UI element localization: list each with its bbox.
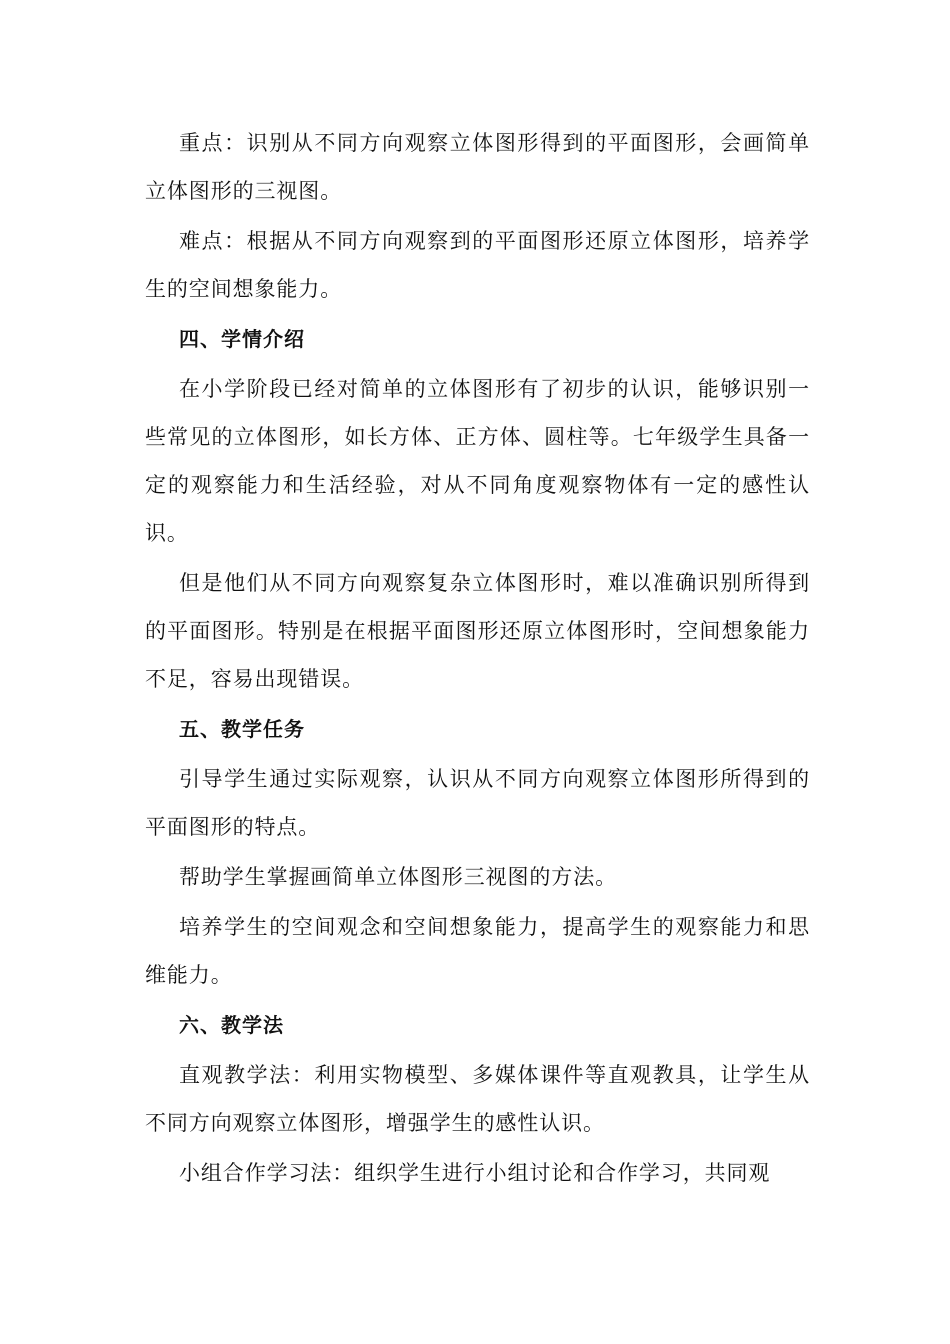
document-body: [145, 119, 810, 1199]
student-situation-paragraph-2: 但是他们从不同方向观察复杂立体图形时，难以准确识别所得到的平面图形。特别是在根据平面图形还原立体图形时，空间想象能力不足，容易出现错误。: [145, 571, 810, 691]
teaching-task-paragraph-1: 引导学生通过实际观察，认识从不同方向观察立体图形所得到的平面图形的特点。: [145, 767, 810, 839]
section-heading-teaching-methods: 六、教学法: [179, 1013, 284, 1037]
key-point-paragraph: 重点：识别从不同方向观察立体图形得到的平面图形，会画简单立体图形的三视图。: [145, 131, 810, 203]
difficulty-paragraph: 难点：根据从不同方向观察到的平面图形还原立体图形，培养学生的空间想象能力。: [145, 229, 810, 301]
teaching-method-paragraph-1: 直观教学法：利用实物模型、多媒体课件等直观教具，让学生从不同方向观察立体图形，增强学生的感性认识。: [145, 1063, 810, 1135]
teaching-method-paragraph-2: 小组合作学习法：组织学生进行小组讨论和合作学习，共同观: [179, 1161, 771, 1185]
student-situation-paragraph-1: 在小学阶段已经对简单的立体图形有了初步的认识，能够识别一些常见的立体图形，如长方体、正方体、圆柱等。七年级学生具备一定的观察能力和生活经验，对从不同角度观察物体有一定的感性认识。: [145, 377, 810, 545]
section-heading-student-situation: 四、学情介绍: [179, 327, 305, 351]
section-heading-teaching-tasks: 五、教学任务: [179, 717, 305, 741]
teaching-task-paragraph-2: 帮助学生掌握画简单立体图形三视图的方法。: [179, 865, 617, 889]
teaching-task-paragraph-3: 培养学生的空间观念和空间想象能力，提高学生的观察能力和思维能力。: [145, 915, 810, 987]
